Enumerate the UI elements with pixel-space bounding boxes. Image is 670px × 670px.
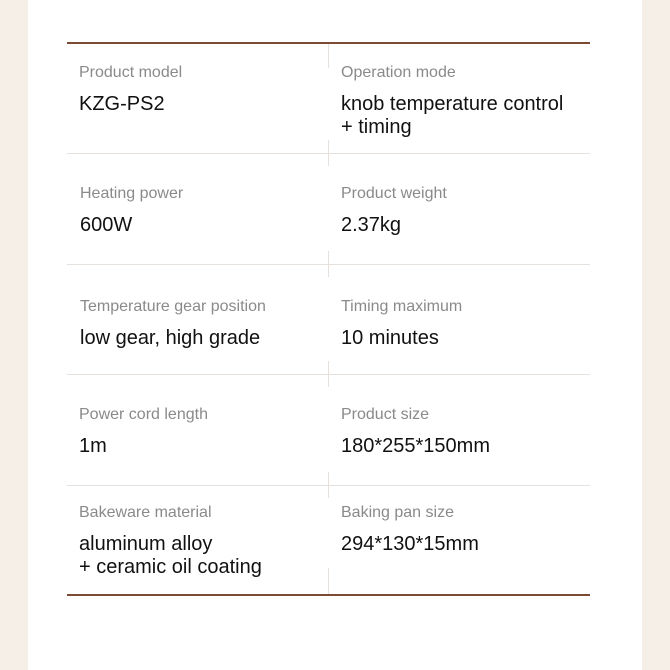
spec-timing-maximum <box>341 297 462 350</box>
spec-label: Temperature gear position <box>80 298 266 315</box>
column-divider <box>328 140 329 166</box>
spec-baking-pan-size <box>341 503 479 556</box>
spec-bakeware-material <box>79 503 262 579</box>
spec-value: 600W <box>80 214 133 236</box>
table-bottom-rule <box>67 594 590 596</box>
spec-value: 180*255*150mm <box>341 435 490 457</box>
spec-product-weight <box>341 184 447 237</box>
spec-operation-mode <box>341 63 563 139</box>
column-divider <box>328 472 329 498</box>
spec-temperature-gear <box>80 297 266 350</box>
spec-label: Product size <box>341 406 430 423</box>
spec-label: Power cord length <box>79 406 208 423</box>
spec-product-size <box>341 405 490 458</box>
spec-label: Product weight <box>341 185 447 202</box>
spec-value: 2.37kg <box>341 214 402 236</box>
column-divider <box>328 361 329 387</box>
spec-table <box>67 42 590 596</box>
spec-power-cord-length <box>79 405 208 458</box>
column-divider <box>328 251 329 277</box>
spec-heating-power <box>80 184 183 237</box>
spec-value: 10 minutes <box>341 327 439 349</box>
spec-label: Baking pan size <box>341 504 454 521</box>
spec-label: Product model <box>79 64 183 81</box>
spec-product-model <box>79 63 182 116</box>
spec-value: 1m <box>79 435 107 457</box>
spec-value: 294*130*15mm <box>341 533 479 555</box>
spec-label: Timing maximum <box>341 298 463 315</box>
spec-value: knob temperature control + timing <box>341 93 564 138</box>
spec-value: low gear, high grade <box>80 327 261 349</box>
column-divider <box>328 44 329 68</box>
spec-label: Operation mode <box>341 64 456 81</box>
spec-value: KZG-PS2 <box>79 93 165 115</box>
spec-value: aluminum alloy + ceramic oil coating <box>79 533 262 578</box>
column-divider <box>328 568 329 594</box>
spec-label: Bakeware material <box>79 504 212 521</box>
spec-label: Heating power <box>80 185 184 202</box>
